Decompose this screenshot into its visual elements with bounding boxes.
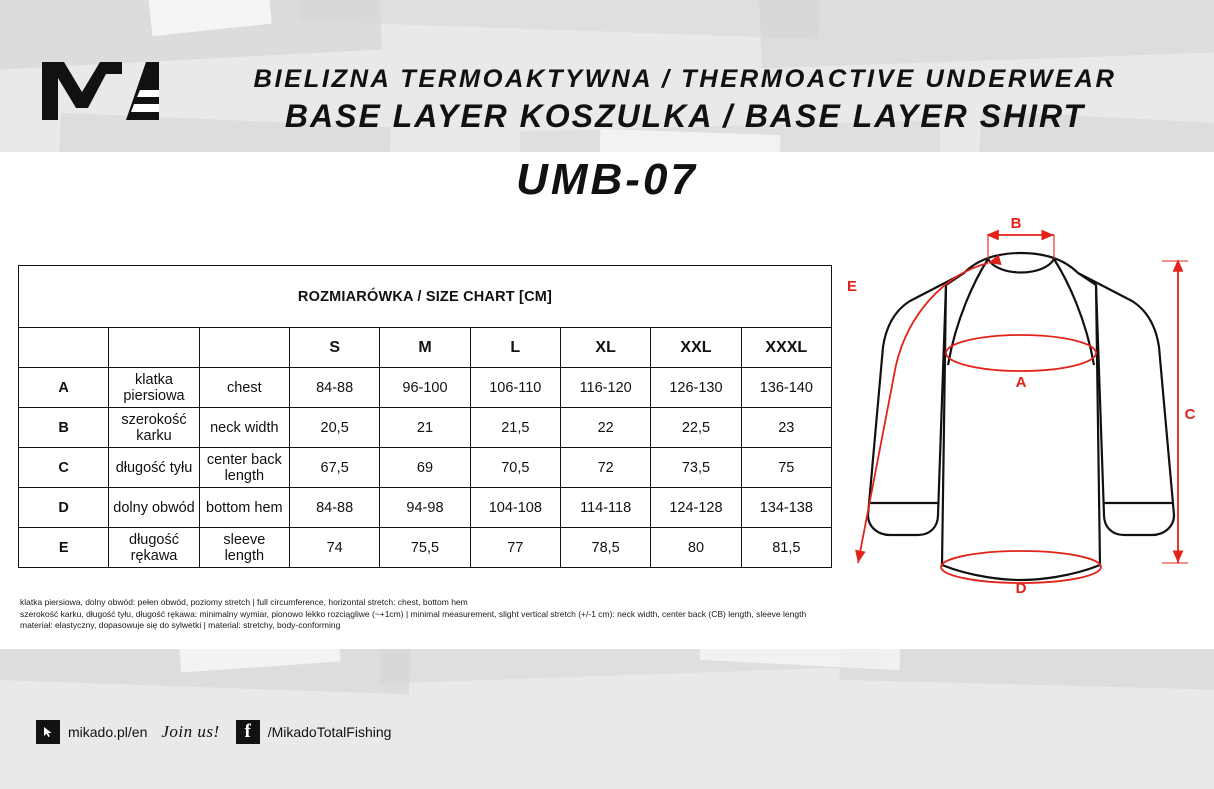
website-link[interactable]: mikado.pl/en	[68, 724, 148, 740]
footnote-line-3: materiał: elastyczny, dopasowuje się do sylwetki | material: stretchy, body-conforming	[20, 620, 341, 630]
row-label-en: chest	[199, 368, 289, 408]
cell-value: 84-88	[289, 488, 379, 528]
cell-value: 104-108	[470, 488, 560, 528]
cell-value: 72	[560, 448, 650, 488]
cursor-icon	[36, 720, 60, 744]
facebook-icon[interactable]	[236, 720, 260, 744]
table-row	[19, 408, 832, 448]
cell-value: 106-110	[470, 368, 560, 408]
cell-value: 94-98	[380, 488, 470, 528]
facebook-page-link[interactable]: /MikadoTotalFishing	[267, 724, 392, 740]
size-chart-title: ROZMIARÓWKA / SIZE CHART [CM]	[19, 266, 832, 328]
header-size-l: L	[470, 328, 560, 368]
row-label-pl: szerokość karku	[109, 408, 199, 448]
cell-value: 81,5	[741, 528, 831, 568]
cell-value: 114-118	[560, 488, 650, 528]
cell-value: 116-120	[560, 368, 650, 408]
row-letter: A	[19, 368, 109, 408]
product-name-title: BASE LAYER KOSZULKA / BASE LAYER SHIRT	[284, 98, 1086, 134]
cell-value: 77	[470, 528, 560, 568]
join-us-text: Join us!	[161, 722, 220, 741]
header-size-m: M	[380, 328, 470, 368]
row-label-pl: dolny obwód	[109, 488, 199, 528]
cell-value: 136-140	[741, 368, 831, 408]
footer-bar	[36, 719, 391, 745]
header-size-s: S	[289, 328, 379, 368]
cell-value: 22,5	[651, 408, 741, 448]
cell-value: 22	[560, 408, 650, 448]
size-chart-table-wrap	[18, 265, 832, 568]
cell-value: 23	[741, 408, 831, 448]
table-row	[19, 368, 832, 408]
cell-value: 21,5	[470, 408, 560, 448]
row-label-en: bottom hem	[199, 488, 289, 528]
product-category-title: BIELIZNA TERMOAKTYWNA / THERMOACTIVE UNDERWEAR	[253, 65, 1117, 93]
header-size-xxl: XXL	[651, 328, 741, 368]
shirt-outline	[868, 253, 1174, 580]
footnote-line-1: klatka piersiowa, dolny obwód: pełen obwód, poziomy stretch | full circumference, horizontal stretch: chest, bottom hem	[20, 597, 468, 607]
cell-value: 21	[380, 408, 470, 448]
mikado-logo-icon	[38, 52, 163, 124]
header-titles	[180, 64, 1190, 135]
row-letter: D	[19, 488, 109, 528]
row-label-pl: długość tyłu	[109, 448, 199, 488]
cell-value: 75,5	[380, 528, 470, 568]
garment-measurement-diagram	[838, 215, 1204, 595]
row-letter: B	[19, 408, 109, 448]
table-row	[19, 448, 832, 488]
cell-value: 134-138	[741, 488, 831, 528]
facebook-letter: f	[244, 721, 251, 742]
header-pl	[109, 328, 199, 368]
header-size-xl: XL	[560, 328, 650, 368]
table-row	[19, 488, 832, 528]
cell-value: 74	[289, 528, 379, 568]
model-code: UMB-07	[516, 155, 698, 204]
row-label-pl: klatka piersiowa	[109, 368, 199, 408]
row-label-en: neck width	[199, 408, 289, 448]
cell-value: 96-100	[380, 368, 470, 408]
table-header-row	[19, 328, 832, 368]
cell-value: 84-88	[289, 368, 379, 408]
label-a: A	[1015, 374, 1027, 391]
row-label-en: center back length	[199, 448, 289, 488]
cell-value: 73,5	[651, 448, 741, 488]
cell-value: 80	[651, 528, 741, 568]
cell-value: 69	[380, 448, 470, 488]
footnote-line-2: szerokość karku, długość tyłu, długość rękawa: minimalny wymiar, pionowo lekko rozciągliwe (~+1cm) | minimal measurement, slight vertical stretch (+/-1 cm): neck width, center back (CB) length, sleeve length	[20, 608, 807, 619]
cell-value: 70,5	[470, 448, 560, 488]
header-size-xxxl: XXXL	[741, 328, 831, 368]
footnotes	[20, 597, 840, 632]
row-letter: C	[19, 448, 109, 488]
header-letter	[19, 328, 109, 368]
cell-value: 20,5	[289, 408, 379, 448]
label-d: D	[1015, 580, 1027, 595]
measurement-indicators	[858, 235, 1188, 583]
label-c: C	[1184, 406, 1196, 423]
size-chart-table	[18, 265, 832, 568]
cell-value: 126-130	[651, 368, 741, 408]
table-title-row	[19, 266, 832, 328]
cell-value: 124-128	[651, 488, 741, 528]
row-label-en: sleeve length	[199, 528, 289, 568]
header-en	[199, 328, 289, 368]
cell-value: 67,5	[289, 448, 379, 488]
label-b: B	[1010, 215, 1022, 232]
table-row	[19, 528, 832, 568]
label-e: E	[846, 278, 858, 295]
cell-value: 78,5	[560, 528, 650, 568]
row-letter: E	[19, 528, 109, 568]
cell-value: 75	[741, 448, 831, 488]
row-label-pl: długość rękawa	[109, 528, 199, 568]
